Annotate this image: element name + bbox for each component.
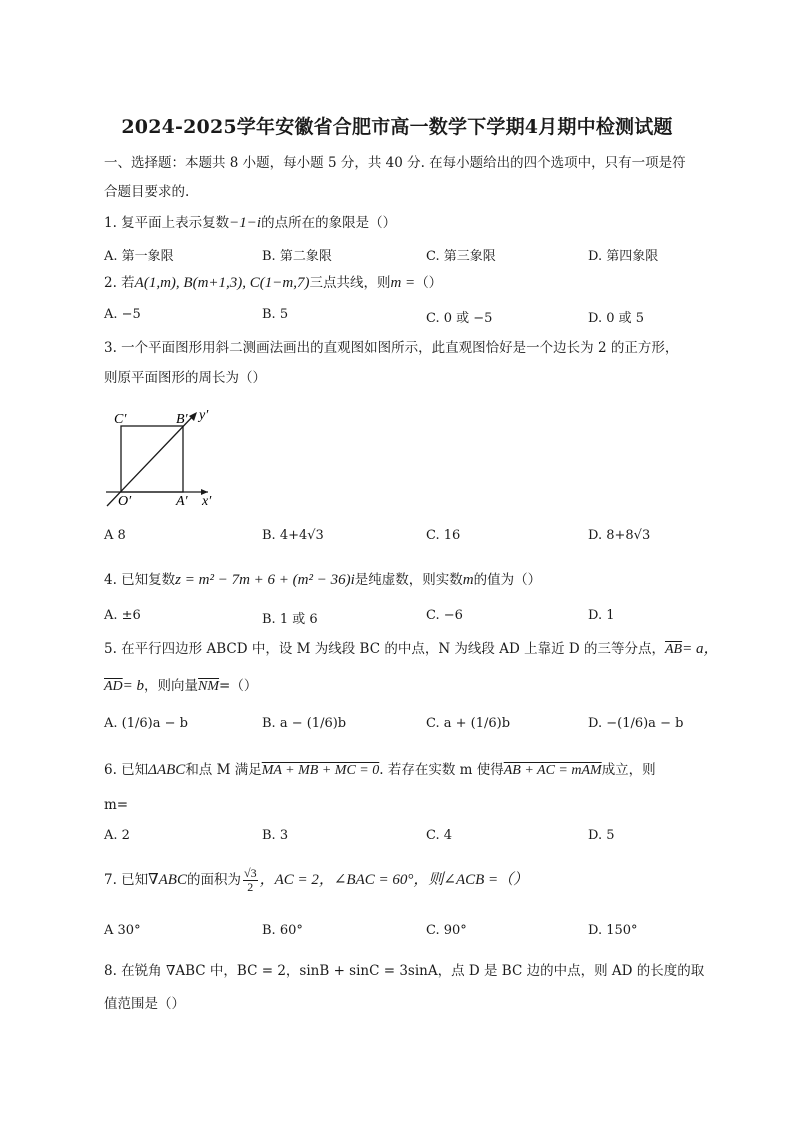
q5-eq-a: = a， (682, 641, 719, 657)
q2-option-b[interactable]: B. 5 (262, 307, 289, 322)
q3-label-c: C′ (114, 412, 127, 427)
question-7 (104, 862, 528, 898)
q7-option-b[interactable]: B. 60° (262, 923, 303, 938)
q6-options (104, 828, 704, 848)
question-2 (104, 274, 442, 292)
q5-line2-end: =（） (219, 678, 258, 694)
q6-middle2: . 若存在实数 m 使得 (379, 762, 504, 778)
q1-option-b[interactable]: B. 第二象限 (262, 249, 332, 264)
question-3-line2: 则原平面图形的周长为（） (104, 370, 266, 386)
q1-prefix: 1. 复平面上表示复数 (104, 215, 230, 231)
q6-option-a[interactable]: A. 2 (104, 828, 130, 843)
q1-option-c[interactable]: C. 第三象限 (426, 249, 496, 264)
q3-label-b: B′ (176, 412, 188, 427)
q6-triangle: ΔABC (148, 762, 186, 778)
q3-option-b[interactable]: B. 4+4√3 (262, 528, 324, 543)
q4-option-c[interactable]: C. −6 (426, 608, 463, 623)
q7-middle: 的面积为 (186, 872, 241, 888)
q4-var: m (462, 572, 474, 588)
question-6-line2: m= (104, 797, 129, 813)
q6-option-c[interactable]: C. 4 (426, 828, 453, 843)
q6-prefix: 6. 已知 (104, 762, 149, 778)
section-instruction-line2: 合题目要求的. (104, 184, 190, 200)
q3-option-a[interactable]: A 8 (104, 528, 126, 543)
question-3-line1: 3. 一个平面图形用斜二测画法画出的直观图如图所示，此直观图恰好是一个边长为 2 的正方形， (104, 340, 679, 356)
q2-expr2: m = (390, 275, 416, 291)
page-title: 2024-2025学年安徽省合肥市高一数学下学期4月期中检测试题 (121, 116, 673, 138)
q2-suffix: （） (415, 275, 443, 291)
q5-vec-nm: $\overline{NM}$ (198, 679, 220, 694)
question-5-line2 (104, 677, 257, 696)
q1-expr: −1−i (229, 215, 262, 231)
q7-prefix: 7. 已知 (104, 872, 149, 888)
q1-option-a[interactable]: A. 第一象限 (104, 249, 174, 264)
q6-middle: 和点 M 满足 (185, 762, 262, 778)
question-8-line2: 值范围是（） (104, 996, 185, 1012)
question-6-line1 (104, 761, 656, 780)
q3-option-d[interactable]: D. 8+8√3 (588, 528, 651, 543)
q4-prefix: 4. 已知复数 (104, 572, 176, 588)
q7-option-a[interactable]: A 30° (104, 923, 141, 938)
q1-options (104, 245, 704, 265)
q2-option-d[interactable]: D. 0 或 5 (588, 311, 645, 326)
q5-eq-b: = b (122, 678, 145, 694)
q2-prefix: 2. 若 (104, 275, 135, 291)
q5-option-a[interactable]: A. (1/6)a − b (104, 716, 188, 731)
q6-condition: MA + MB + MC = 0 (261, 763, 380, 778)
question-8-line1: 8. 在锐角 ∇ABC 中，BC = 2，sinB + sinC = 3sinA，点 D 是 BC 边的中点，则 AD 的长度的取 (104, 963, 705, 979)
question-1 (104, 214, 396, 232)
q5-option-b[interactable]: B. a − (1/6)b (262, 716, 347, 731)
section-instruction-line1: 一、选择题：本题共 8 小题，每小题 5 分，共 40 分. 在每小题给出的四个选项中，只有一项是符 (104, 155, 686, 171)
q5-option-d[interactable]: D. −(1/6)a − b (588, 716, 684, 731)
q4-options (104, 608, 704, 628)
q4-option-d[interactable]: D. 1 (588, 608, 615, 623)
q5-vec-ad: $\overline{AD}$ (104, 679, 123, 694)
question-5-line1 (104, 640, 718, 659)
q3-label-o: O′ (118, 494, 132, 508)
q4-suffix: 的值为（） (473, 572, 542, 588)
q7-area-fraction (243, 867, 258, 894)
q4-option-a[interactable]: A. ±6 (104, 608, 141, 623)
q4-option-b[interactable]: B. 1 或 6 (262, 612, 318, 627)
q6-suffix: 成立，则 (601, 762, 656, 778)
q7-option-d[interactable]: D. 150° (588, 923, 638, 938)
q6-condition2: AB + AC = mAM (503, 763, 602, 778)
q4-middle: 是纯虚数，则实数 (354, 572, 463, 588)
q3-label-a: A′ (176, 494, 188, 508)
q3-label-y: y′ (199, 408, 209, 423)
q1-option-d[interactable]: D. 第四象限 (588, 249, 659, 264)
q6-option-b[interactable]: B. 3 (262, 828, 289, 843)
q7-frac-num: √3 (243, 866, 257, 880)
q2-options (104, 307, 704, 327)
q5-option-c[interactable]: C. a + (1/6)b (426, 716, 511, 731)
q7-frac-den: 2 (247, 880, 254, 894)
q3-label-x: x′ (202, 494, 212, 508)
q5-options (104, 716, 704, 746)
q2-option-a[interactable]: A. −5 (104, 307, 141, 322)
q5-line2-mid: ，则向量 (144, 678, 199, 694)
q3-options (104, 528, 704, 548)
q5-line1: 5. 在平行四边形 ABCD 中，设 M 为线段 BC 的中点，N 为线段 AD 上靠近 D 的三等分点， (104, 641, 665, 657)
q7-triangle: ∇ABC (148, 872, 187, 888)
q6-option-d[interactable]: D. 5 (588, 828, 615, 843)
q2-expr: A(1,m), B(m+1,3), C(1−m,7) (134, 275, 310, 291)
question-4 (104, 571, 541, 589)
q5-vec-ab: $\overline{AB}$ (664, 642, 683, 657)
q7-option-c[interactable]: C. 90° (426, 923, 467, 938)
q1-suffix: 的点所在的象限是（） (261, 215, 397, 231)
q7-options (104, 923, 704, 943)
q7-condition: ，AC = 2，∠BAC = 60°，则∠ACB =（） (259, 872, 529, 888)
q3-oblique-square-figure (100, 404, 224, 508)
q4-expr: z = m² − 7m + 6 + (m² − 36)i (175, 572, 355, 588)
q3-option-c[interactable]: C. 16 (426, 528, 461, 543)
q2-option-c[interactable]: C. 0 或 −5 (426, 311, 493, 326)
q2-middle: 三点共线，则 (309, 275, 391, 291)
